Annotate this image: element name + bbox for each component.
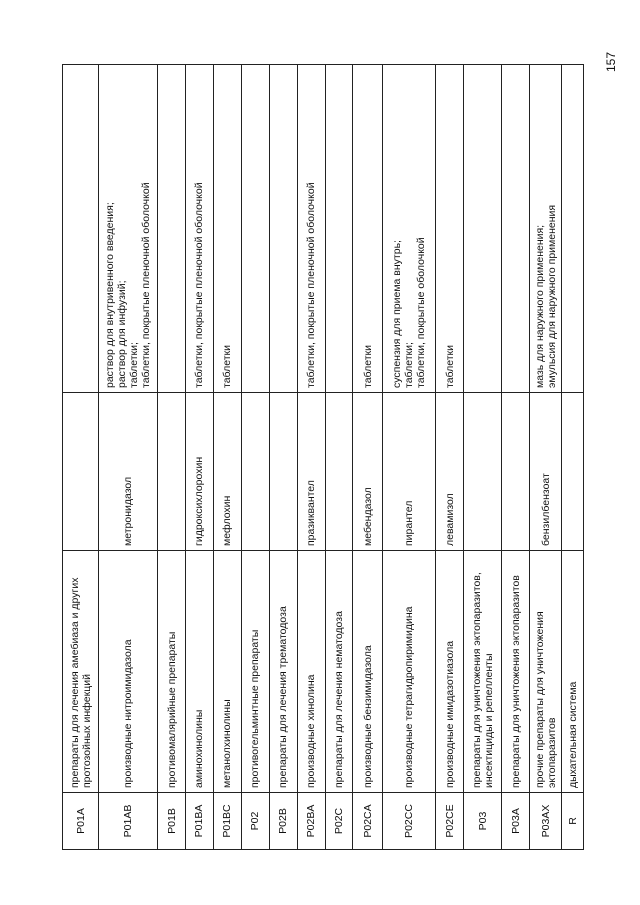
table-row (241, 65, 269, 850)
table-row (63, 65, 99, 850)
atc-code-cell: P01B (158, 793, 186, 850)
dosage-form-line: таблетки; (403, 342, 416, 388)
atc-code-cell: P02CC (383, 793, 436, 850)
group-name-cell: дыхательная система (562, 551, 584, 793)
table-row (269, 65, 297, 850)
table-row (158, 65, 186, 850)
group-name-cell: производные хинолина (297, 551, 325, 793)
group-name-cell: прочие препараты для уничтожения эктопаразитов (530, 551, 562, 793)
drug-name-cell: пирантел (383, 393, 436, 551)
dosage-forms-cell (530, 65, 562, 393)
atc-code-cell: P01BA (186, 793, 214, 850)
drug-name-cell: левамизол (436, 393, 464, 551)
atc-code-cell: P03A (502, 793, 530, 850)
group-name-cell: производные бензимидазола (353, 551, 383, 793)
table-body (63, 65, 584, 850)
group-name-cell: метанолхинолины (213, 551, 241, 793)
dosage-forms-cell (99, 65, 158, 393)
dosage-forms-cell (436, 65, 464, 393)
table-row (297, 65, 325, 850)
drug-name-cell: метронидазол (99, 393, 158, 551)
dosage-forms-cell (186, 65, 214, 393)
group-name-cell: препараты для лечения трематодоза (269, 551, 297, 793)
dosage-forms-cell (325, 65, 353, 393)
table-row (383, 65, 436, 850)
dosage-form-line: суспензия для приема внутрь; (391, 240, 404, 388)
atc-code-cell: P02CA (353, 793, 383, 850)
dosage-forms-cell (158, 65, 186, 393)
table-row (530, 65, 562, 850)
dosage-forms-cell (502, 65, 530, 393)
table-row (99, 65, 158, 850)
medication-table (62, 64, 584, 850)
atc-code-cell: P03 (464, 793, 502, 850)
group-name-cell: противогельминтные препараты (241, 551, 269, 793)
group-name-cell: препараты для уничтожения эктопаразитов, инсектициды и репелленты (464, 551, 502, 793)
dosage-forms-cell (562, 65, 584, 393)
drug-name-cell (502, 393, 530, 551)
drug-name-cell (241, 393, 269, 551)
drug-name-cell: мефлохин (213, 393, 241, 551)
table-row (353, 65, 383, 850)
group-name-cell: препараты для лечения нематодоза (325, 551, 353, 793)
group-name-cell: производные имидазотиазола (436, 551, 464, 793)
group-name-cell: аминохинолины (186, 551, 214, 793)
drug-name-cell: мебендазол (353, 393, 383, 551)
table-row (213, 65, 241, 850)
dosage-form-line: таблетки; (128, 342, 141, 388)
drug-name-cell (63, 393, 99, 551)
atc-code-cell: P02CE (436, 793, 464, 850)
dosage-form-line: таблетки (221, 345, 234, 388)
drug-name-cell (562, 393, 584, 551)
dosage-forms-cell (63, 65, 99, 393)
dosage-form-line: таблетки (361, 345, 374, 388)
table-row (562, 65, 584, 850)
atc-code-cell: P02 (241, 793, 269, 850)
group-name-cell: препараты для уничтожения эктопаразитов (502, 551, 530, 793)
dosage-form-line: таблетки, покрытые пленочной оболочкой (305, 182, 318, 388)
dosage-form-line: раствор для внутривенного введения; (104, 202, 117, 388)
dosage-forms-cell (464, 65, 502, 393)
dosage-form-line: эмульсия для наружного применения (545, 204, 558, 388)
atc-code-cell: P03AX (530, 793, 562, 850)
dosage-form-line: мазь для наружного применения; (533, 224, 546, 388)
group-name-cell: противомалярийные препараты (158, 551, 186, 793)
atc-code-cell: P01BC (213, 793, 241, 850)
atc-code-cell: P01A (63, 793, 99, 850)
table-row (186, 65, 214, 850)
drug-name-cell: празиквантел (297, 393, 325, 551)
table-row (464, 65, 502, 850)
dosage-forms-cell (383, 65, 436, 393)
group-name-cell: производные нитроимидазола (99, 551, 158, 793)
dosage-forms-cell (297, 65, 325, 393)
dosage-forms-cell (269, 65, 297, 393)
dosage-forms-cell (241, 65, 269, 393)
atc-code-cell: P01AB (99, 793, 158, 850)
atc-code-cell: R (562, 793, 584, 850)
drug-name-cell: гидроксихлорохин (186, 393, 214, 551)
drug-name-cell (269, 393, 297, 551)
atc-code-cell: P02BA (297, 793, 325, 850)
dosage-form-line: таблетки, покрытые пленочной оболочкой (140, 182, 153, 388)
drug-name-cell (158, 393, 186, 551)
page-number: 157 (604, 51, 618, 72)
dosage-forms-cell (353, 65, 383, 393)
table-row (436, 65, 464, 850)
drug-name-cell: бензилбензоат (530, 393, 562, 551)
atc-code-cell: P02B (269, 793, 297, 850)
dosage-form-line: раствор для инфузий; (116, 280, 129, 388)
dosage-form-line: таблетки (443, 345, 456, 388)
table-row (502, 65, 530, 850)
atc-code-cell: P02C (325, 793, 353, 850)
table-row (325, 65, 353, 850)
drug-name-cell (464, 393, 502, 551)
group-name-cell: производные тетрагидропиримидина (383, 551, 436, 793)
dosage-forms-cell (213, 65, 241, 393)
drug-name-cell (325, 393, 353, 551)
dosage-form-line: таблетки, покрытые оболочкой (415, 237, 428, 388)
rotated-table-container (62, 65, 584, 850)
dosage-form-line: таблетки, покрытые пленочной оболочкой (193, 182, 206, 388)
group-name-cell: препараты для лечения амебиаза и других протозойных инфекций (63, 551, 99, 793)
